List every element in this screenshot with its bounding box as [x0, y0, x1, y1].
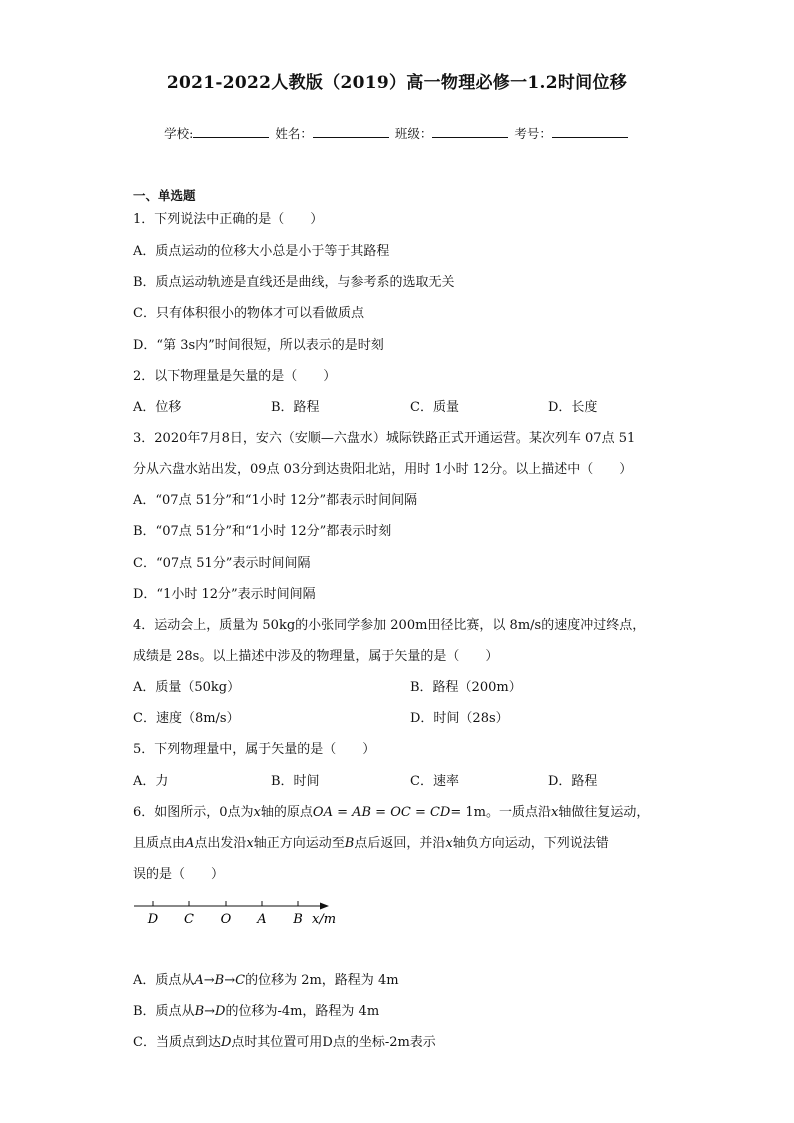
q4-option-c: C．速度（8m/s）	[133, 711, 240, 726]
q6-var: x	[550, 805, 559, 820]
q6-text: 6．如图所示，0点为	[133, 805, 254, 820]
school-label: 学校:	[164, 126, 194, 141]
q2-option-b: B．路程	[271, 400, 320, 415]
q5-stem: 5．下列物理量中，属于矢量的是（ ）	[133, 742, 376, 757]
q6-equation: OA = AB = OC = CD	[312, 805, 451, 820]
number-label: 考号：	[514, 126, 552, 141]
q6-stem-line2	[133, 835, 609, 853]
q6b-text: 的位移为-4m，路程为 4m	[225, 1004, 380, 1019]
q4-option-d: D．时间（28s）	[410, 711, 509, 726]
q6c-var: D	[220, 1035, 232, 1050]
label-o: O	[220, 912, 232, 927]
q2-option-c: C．质量	[410, 400, 459, 415]
q2-option-d: D．长度	[548, 400, 598, 415]
q3-option-b: B．“07点 51分”和“1小时 12分”都表示时刻	[133, 524, 392, 539]
q6-text: 轴的原点	[260, 805, 313, 820]
q6a-text: 的位移为 2m，路程为 4m	[245, 973, 399, 988]
name-blank[interactable]	[313, 124, 389, 138]
q3-option-a: A．“07点 51分”和“1小时 12分”都表示时间间隔	[133, 493, 418, 508]
q6-var: x	[246, 836, 254, 851]
label-c: C	[184, 912, 194, 927]
q3-option-c: C．“07点 51分”表示时间间隔	[133, 556, 311, 571]
number-blank[interactable]	[552, 124, 628, 138]
q6-option-a	[133, 972, 399, 990]
q4-stem-line1: 4．运动会上，质量为 50kg的小张同学参加 200m田径比赛，以 8m/s的速度冲过终点，	[133, 618, 646, 633]
name-label: 姓名：	[275, 126, 313, 141]
q6-var: A	[185, 836, 195, 851]
q6-text: 轴正方向运动至	[253, 836, 345, 851]
number-line-figure	[130, 896, 350, 932]
section-heading: 一、单选题	[133, 188, 196, 203]
q5-option-a: A．力	[133, 774, 169, 789]
q6-var: x	[445, 836, 453, 851]
q6-text: 点后返回，并沿	[354, 836, 446, 851]
axis-arrow	[320, 903, 329, 910]
school-blank[interactable]	[193, 124, 269, 138]
q6b-path: B→D	[194, 1004, 226, 1019]
q4-option-b: B．路程（200m）	[410, 680, 522, 695]
q6-text: 且质点由	[133, 836, 186, 851]
q5-option-d: D．路程	[548, 774, 598, 789]
student-info-row	[0, 124, 794, 142]
q6-var: B	[344, 836, 355, 851]
label-b: B	[293, 912, 303, 927]
label-a: A	[257, 912, 267, 927]
q6-option-b	[133, 1003, 379, 1021]
q6a-path: A→B→C	[194, 973, 246, 988]
q6-text: 轴负方向运动，下列说法错	[452, 836, 609, 851]
q1-option-b: B．质点运动轨迹是直线还是曲线，与参考系的选取无关	[133, 275, 455, 290]
q4-option-a: A．质量（50kg）	[133, 680, 241, 695]
q2-option-a: A．位移	[133, 400, 182, 415]
class-blank[interactable]	[432, 124, 508, 138]
class-label: 班级：	[394, 126, 433, 141]
q3-option-d: D．“1小时 12分”表示时间间隔	[133, 587, 316, 602]
q6-option-c	[133, 1034, 436, 1052]
q6-stem-line3: 误的是（ ）	[133, 867, 225, 882]
q3-stem-line2: 分从六盘水站出发，09点 03分到达贵阳北站，用时 1小时 12分。以上描述中（ ）	[133, 462, 633, 477]
q1-option-c: C．只有体积很小的物体才可以看做质点	[133, 306, 364, 321]
q1-option-a: A．质点运动的位移大小总是小于等于其路程	[133, 244, 390, 259]
page-title: 2021-2022人教版（2019）高一物理必修一1.2时间位移	[166, 73, 628, 93]
axis-unit: x/m	[312, 912, 337, 927]
q4-stem-line2: 成绩是 28s。以上描述中涉及的物理量，属于矢量的是（ ）	[133, 649, 499, 664]
q6b-text: B．质点从	[133, 1004, 195, 1019]
q6-var: x	[253, 805, 261, 820]
label-d: D	[147, 912, 159, 927]
q2-stem: 2．以下物理量是矢量的是（ ）	[133, 369, 337, 384]
q6c-text: C．当质点到达	[133, 1035, 221, 1050]
q6-text: 点出发沿	[194, 836, 247, 851]
q6-text: 轴做往复运动，	[558, 805, 650, 820]
q1-option-d: D．“第 3s内”时间很短，所以表示的是时刻	[133, 338, 384, 353]
q5-option-c: C．速率	[410, 774, 459, 789]
axis-ticks	[153, 901, 298, 906]
q6-stem-line1	[133, 804, 649, 822]
q1-stem: 1．下列说法中正确的是（ ）	[133, 212, 324, 227]
q5-option-b: B．时间	[271, 774, 320, 789]
q6-text: = 1m。一质点沿	[450, 805, 551, 820]
q6c-text: 点时其位置可用D点的坐标-2m表示	[231, 1035, 436, 1050]
q3-stem-line1: 3．2020年7月8日，安六（安顺—六盘水）城际铁路正式开通运营。某次列车 07点 51	[133, 431, 636, 446]
q6a-text: A．质点从	[133, 973, 195, 988]
